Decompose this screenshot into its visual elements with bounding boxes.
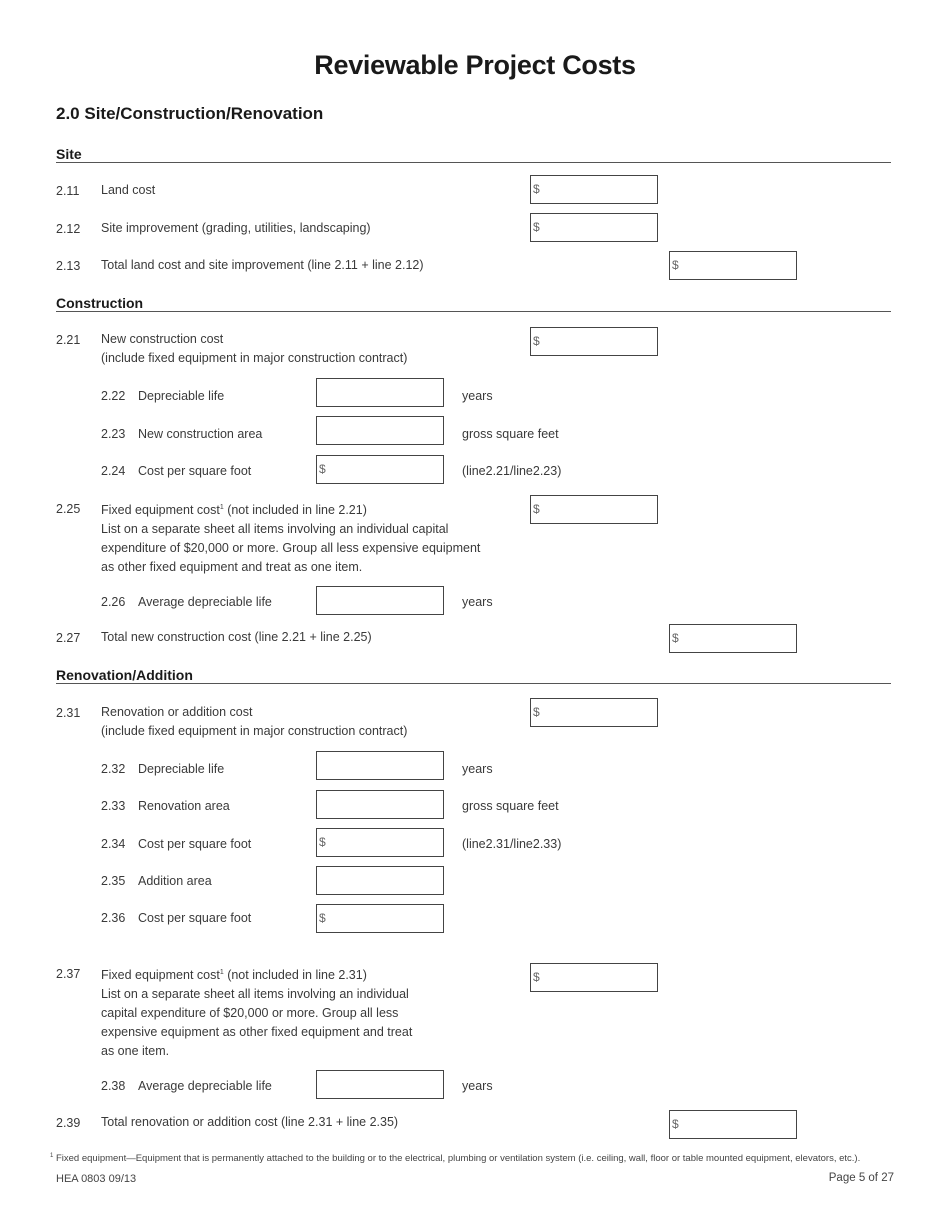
line-number: 2.32 [101, 762, 126, 776]
total-renovation-field[interactable] [669, 1110, 797, 1139]
label-line: Fixed equipment cost$^1$ (not included in line 2.21) [101, 503, 367, 518]
label-line: Fixed equipment cost$^1$ (not included in line 2.31) [101, 968, 367, 983]
label-line: capital expenditure of $20,000 or more. Group all less [101, 1006, 399, 1021]
line-number: 2.33 [101, 799, 126, 813]
line-number: 2.31 [56, 706, 81, 720]
renovation-cost-per-sqft-field[interactable] [316, 828, 444, 857]
depreciable-life-label: Depreciable life [138, 389, 225, 403]
new-construction-cost-field[interactable] [530, 327, 658, 356]
renovation-cost-label [101, 703, 407, 741]
cost-per-square-foot-field[interactable] [316, 455, 444, 484]
total-construction-label: Total new construction cost (line 2.21 + line 2.25) [101, 630, 372, 644]
depreciable-life-label: Depreciable life [138, 762, 225, 776]
average-depreciable-life-label: Average depreciable life [138, 1079, 272, 1093]
label-line: expenditure of $20,000 or more. Group all less expensive equipment [101, 541, 481, 556]
line-number: 2.23 [101, 427, 126, 441]
renovation-cost-field[interactable] [530, 698, 658, 727]
line-number: 2.24 [101, 464, 126, 478]
site-improvement-field[interactable] [530, 213, 658, 242]
label-line: Renovation or addition cost [101, 705, 253, 719]
site-improvement-label: Site improvement (grading, utilities, landscaping) [101, 221, 371, 235]
new-construction-area-label: New construction area [138, 427, 263, 441]
renovation-fixed-equipment-label [101, 963, 412, 1061]
unit-label: years [462, 595, 493, 609]
currency-symbol: $ [533, 334, 540, 348]
formula-label: (line2.31/line2.33) [462, 837, 562, 851]
currency-symbol: $ [533, 220, 540, 234]
land-cost-field[interactable] [530, 175, 658, 204]
line-number: 2.37 [56, 967, 81, 981]
label-line: List on a separate sheet all items involving an individual capital [101, 522, 449, 537]
label-line: New construction cost [101, 332, 224, 346]
currency-symbol: $ [319, 462, 326, 476]
formula-label: (line2.21/line2.23) [462, 464, 562, 478]
average-depreciable-life-label: Average depreciable life [138, 595, 272, 609]
label-line: as one item. [101, 1044, 170, 1059]
renovation-rule [56, 683, 891, 684]
new-construction-area-field[interactable] [316, 416, 444, 445]
renovation-area-field[interactable] [316, 790, 444, 819]
renovation-area-label: Renovation area [138, 799, 230, 813]
renovation-section-title: Renovation/Addition [56, 667, 193, 683]
label-line: as other fixed equipment and treat as one item. [101, 560, 363, 575]
site-rule [56, 162, 891, 163]
label-line: (include fixed equipment in major construction contract) [101, 351, 408, 365]
line-number: 2.12 [56, 222, 81, 236]
unit-label: years [462, 1079, 493, 1093]
page-number: Page 5 of 27 [828, 1172, 894, 1184]
currency-symbol: $ [319, 911, 326, 925]
line-number: 2.38 [101, 1079, 126, 1093]
line-number: 2.27 [56, 631, 81, 645]
total-land-site-label: Total land cost and site improvement (line 2.11 + line 2.12) [101, 258, 424, 272]
line-number: 2.39 [56, 1116, 81, 1130]
line-number: 2.35 [101, 874, 126, 888]
line-number: 2.22 [101, 389, 126, 403]
unit-label: gross square feet [462, 799, 559, 813]
line-number: 2.25 [56, 502, 81, 516]
line-number: 2.34 [101, 837, 126, 851]
construction-rule [56, 311, 891, 312]
site-section-title: Site [56, 146, 82, 162]
fixed-equipment-field[interactable] [530, 495, 658, 524]
label-line: expensive equipment as other fixed equipment and treat [101, 1025, 413, 1040]
addition-area-label: Addition area [138, 874, 212, 888]
section-heading: 2.0 Site/Construction/Renovation [56, 104, 324, 123]
line-number: 2.13 [56, 259, 81, 273]
unit-label: gross square feet [462, 427, 559, 441]
form-code: HEA 0803 09/13 [56, 1173, 137, 1185]
currency-symbol: $ [319, 835, 326, 849]
average-depreciable-life-field[interactable] [316, 586, 444, 615]
cost-per-square-foot-label: Cost per square foot [138, 911, 252, 925]
currency-symbol: $ [533, 970, 540, 984]
construction-section-title: Construction [56, 295, 144, 311]
total-renovation-label: Total renovation or addition cost (line 2.31 + line 2.35) [101, 1115, 399, 1129]
unit-label: years [462, 762, 493, 776]
fixed-equipment-label [101, 498, 480, 577]
line-number: 2.36 [101, 911, 126, 925]
total-land-site-field[interactable] [669, 251, 797, 280]
depreciable-life-field[interactable] [316, 378, 444, 407]
renovation-average-depreciable-life-field[interactable] [316, 1070, 444, 1099]
line-number: 2.26 [101, 595, 126, 609]
renovation-fixed-equipment-field[interactable] [530, 963, 658, 992]
currency-symbol: $ [533, 705, 540, 719]
currency-symbol: $ [672, 258, 679, 272]
line-number: 2.11 [56, 184, 80, 198]
footnote: $^1$ Fixed equipment—Equipment that is permanently attached to the building or to the electrical, plumbing or ventilation system (i.e. ceiling, wall, floor or table mounted equipment, elevators, etc.). [50, 1153, 861, 1165]
unit-label: years [462, 389, 493, 403]
label-line: (include fixed equipment in major construction contract) [101, 724, 408, 738]
page-title: Reviewable Project Costs [314, 50, 636, 80]
currency-symbol: $ [533, 182, 540, 196]
total-construction-field[interactable] [669, 624, 797, 653]
addition-cost-per-sqft-field[interactable] [316, 904, 444, 933]
new-construction-cost-label [101, 330, 407, 368]
cost-per-square-foot-label: Cost per square foot [138, 837, 252, 851]
cost-per-square-foot-label: Cost per square foot [138, 464, 252, 478]
line-number: 2.21 [56, 333, 81, 347]
renovation-depreciable-life-field[interactable] [316, 751, 444, 780]
label-line: List on a separate sheet all items involving an individual [101, 987, 409, 1002]
currency-symbol: $ [672, 631, 679, 645]
currency-symbol: $ [533, 502, 540, 516]
addition-area-field[interactable] [316, 866, 444, 895]
land-cost-label: Land cost [101, 183, 156, 197]
currency-symbol: $ [672, 1117, 679, 1131]
